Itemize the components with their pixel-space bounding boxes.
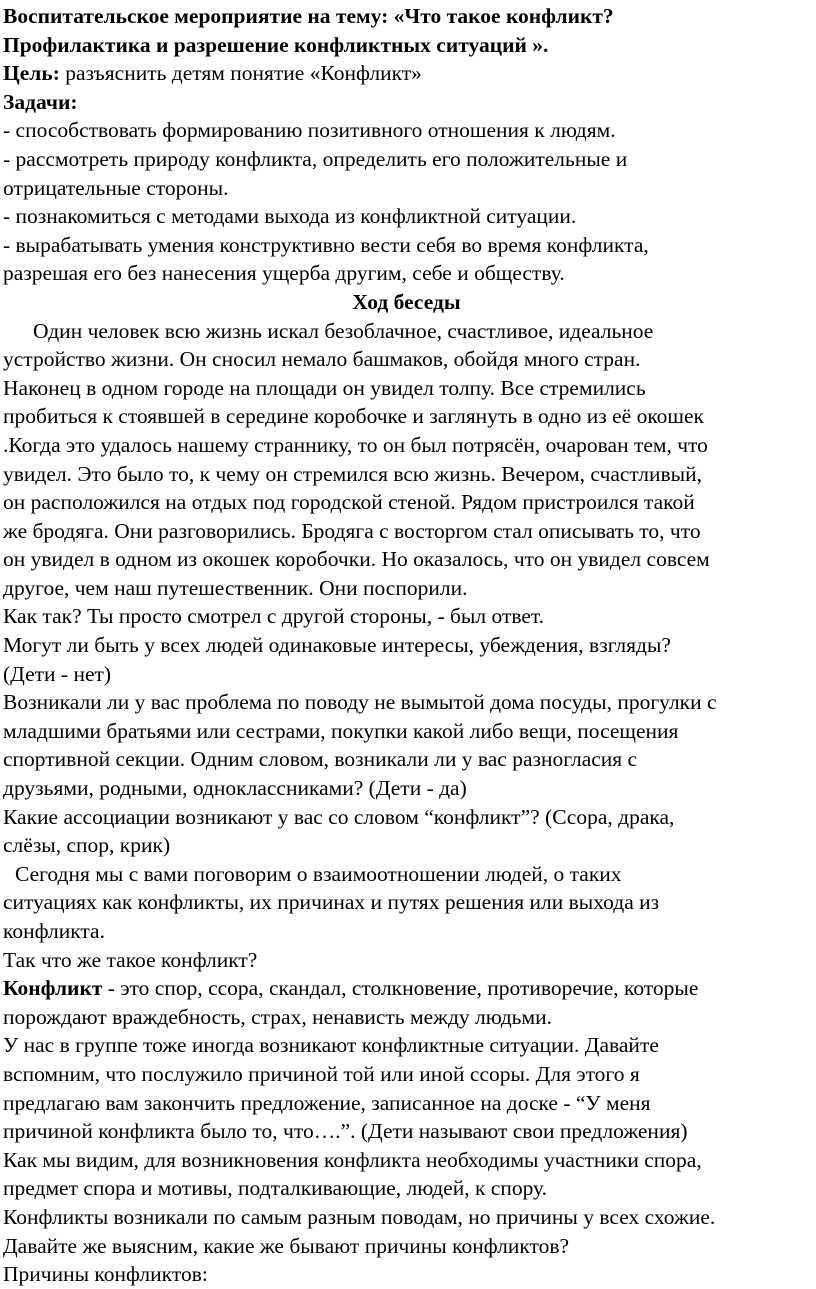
closing-line: Конфликты возникали по самым разным поводам, но причины у всех схожие. bbox=[3, 1204, 716, 1229]
story-line: друзьями, родными, одноклассниками? (Дети - да) bbox=[3, 776, 467, 801]
task-line: - способствовать формированию позитивного отношения к людям. bbox=[3, 118, 616, 143]
story-line: он увидел в одном из окошек коробочки. Но оказалось, что он увидел совсем bbox=[3, 547, 710, 572]
story-line: Могут ли быть у всех людей одинаковые интересы, убеждения, взгляды? bbox=[3, 633, 671, 658]
story-line: другое, чем наш путешественник. Они поспорили. bbox=[3, 575, 468, 600]
story-line: (Дети - нет) bbox=[3, 661, 112, 686]
story-line: устройство жизни. Он сносил немало башмаков, обойдя много стран. bbox=[3, 347, 641, 372]
today-line: Сегодня мы с вами поговорим о взаимоотношении людей, о таких bbox=[15, 861, 622, 886]
goal-label: Цель: bbox=[3, 61, 60, 86]
title-line-2: Профилактика и разрешение конфликтных ситуаций ». bbox=[3, 32, 549, 57]
definition-line-2: порождают враждебность, страх, ненависть между людьми. bbox=[3, 1004, 552, 1029]
closing-line: вспомним, что послужило причиной той или иной ссоры. Для этого я bbox=[3, 1061, 640, 1086]
story-line: же бродяга. Они разговорились. Бродяга с восторгом стал описывать то, что bbox=[3, 518, 701, 543]
story-line: пробиться к стоявшей в середине коробочке и заглянуть в одно из её окошек bbox=[3, 404, 704, 429]
today-line: Так что же такое конфликт? bbox=[3, 947, 258, 972]
section-heading: Ход беседы bbox=[352, 289, 461, 314]
story-line: Один человек всю жизнь искал безоблачное, счастливое, идеальное bbox=[33, 318, 654, 343]
definition-line bbox=[3, 974, 816, 1003]
story-line: .Когда это удалось нашему страннику, то он был потрясён, очарован тем, что bbox=[3, 432, 708, 457]
today-line: ситуациях как конфликты, их причинах и путях решения или выхода из bbox=[3, 890, 660, 915]
task-line: - познакомиться с методами выхода из конфликтной ситуации. bbox=[3, 204, 577, 229]
story-line: Как так? Ты просто смотрел с другой стороны, - был ответ. bbox=[3, 604, 545, 629]
closing-line: Причины конфликтов: bbox=[3, 1262, 208, 1287]
closing-line: предмет спора и мотивы, подталкивающие, людей, к спору. bbox=[3, 1176, 548, 1201]
goal-line bbox=[3, 59, 816, 88]
story-line: Какие ассоциации возникают у вас со словом “конфликт”? (Ссора, драка, bbox=[3, 804, 675, 829]
closing-line: предлагаю вам закончить предложение, записанное на доске - “У меня bbox=[3, 1090, 651, 1115]
goal-text: разъяснить детям понятие «Конфликт» bbox=[59, 61, 422, 86]
story-line: слёзы, спор, крик) bbox=[3, 833, 171, 858]
definition-text: - это спор, ссора, скандал, столкновение, противоречие, которые bbox=[102, 976, 699, 1001]
story-line: спортивной секции. Одним словом, возникали ли у вас разногласия с bbox=[3, 747, 638, 772]
task-line: разрешая его без нанесения ущерба другим, себе и обществу. bbox=[3, 261, 565, 286]
definition-term: Конфликт bbox=[3, 976, 103, 1001]
closing-line: Как мы видим, для возникновения конфликта необходимы участники спора, bbox=[3, 1147, 702, 1172]
closing-line: У нас в группе тоже иногда возникают конфликтные ситуации. Давайте bbox=[3, 1033, 659, 1058]
task-line: - вырабатывать умения конструктивно вести себя во время конфликта, bbox=[3, 232, 649, 257]
story-line: младшими братьями или сестрами, покупки какой либо вещи, посещения bbox=[3, 718, 679, 743]
closing-line: причиной конфликта было то, что….”. (Дети называют свои предложения) bbox=[3, 1119, 688, 1144]
closing-line: Давайте же выясним, какие же бывают причины конфликтов? bbox=[3, 1233, 570, 1258]
task-line: отрицательные стороны. bbox=[3, 175, 229, 200]
today-line: конфликта. bbox=[3, 919, 105, 943]
story-line: он расположился на отдых под городской стеной. Рядом пристроился такой bbox=[3, 490, 695, 515]
story-line: Возникали ли у вас проблема по поводу не вымытой дома посуды, прогулки с bbox=[3, 690, 717, 715]
title-line-1: Воспитательское мероприятие на тему: «Что такое конфликт? bbox=[3, 4, 614, 28]
task-line: - рассмотреть природу конфликта, определить его положительные и bbox=[3, 146, 628, 171]
story-line: увидел. Это было то, к чему он стремился всю жизнь. Вечером, счастливый, bbox=[3, 461, 702, 486]
story-line: Наконец в одном городе на площади он увидел толпу. Все стремились bbox=[3, 375, 646, 400]
tasks-label: Задачи: bbox=[3, 89, 78, 114]
